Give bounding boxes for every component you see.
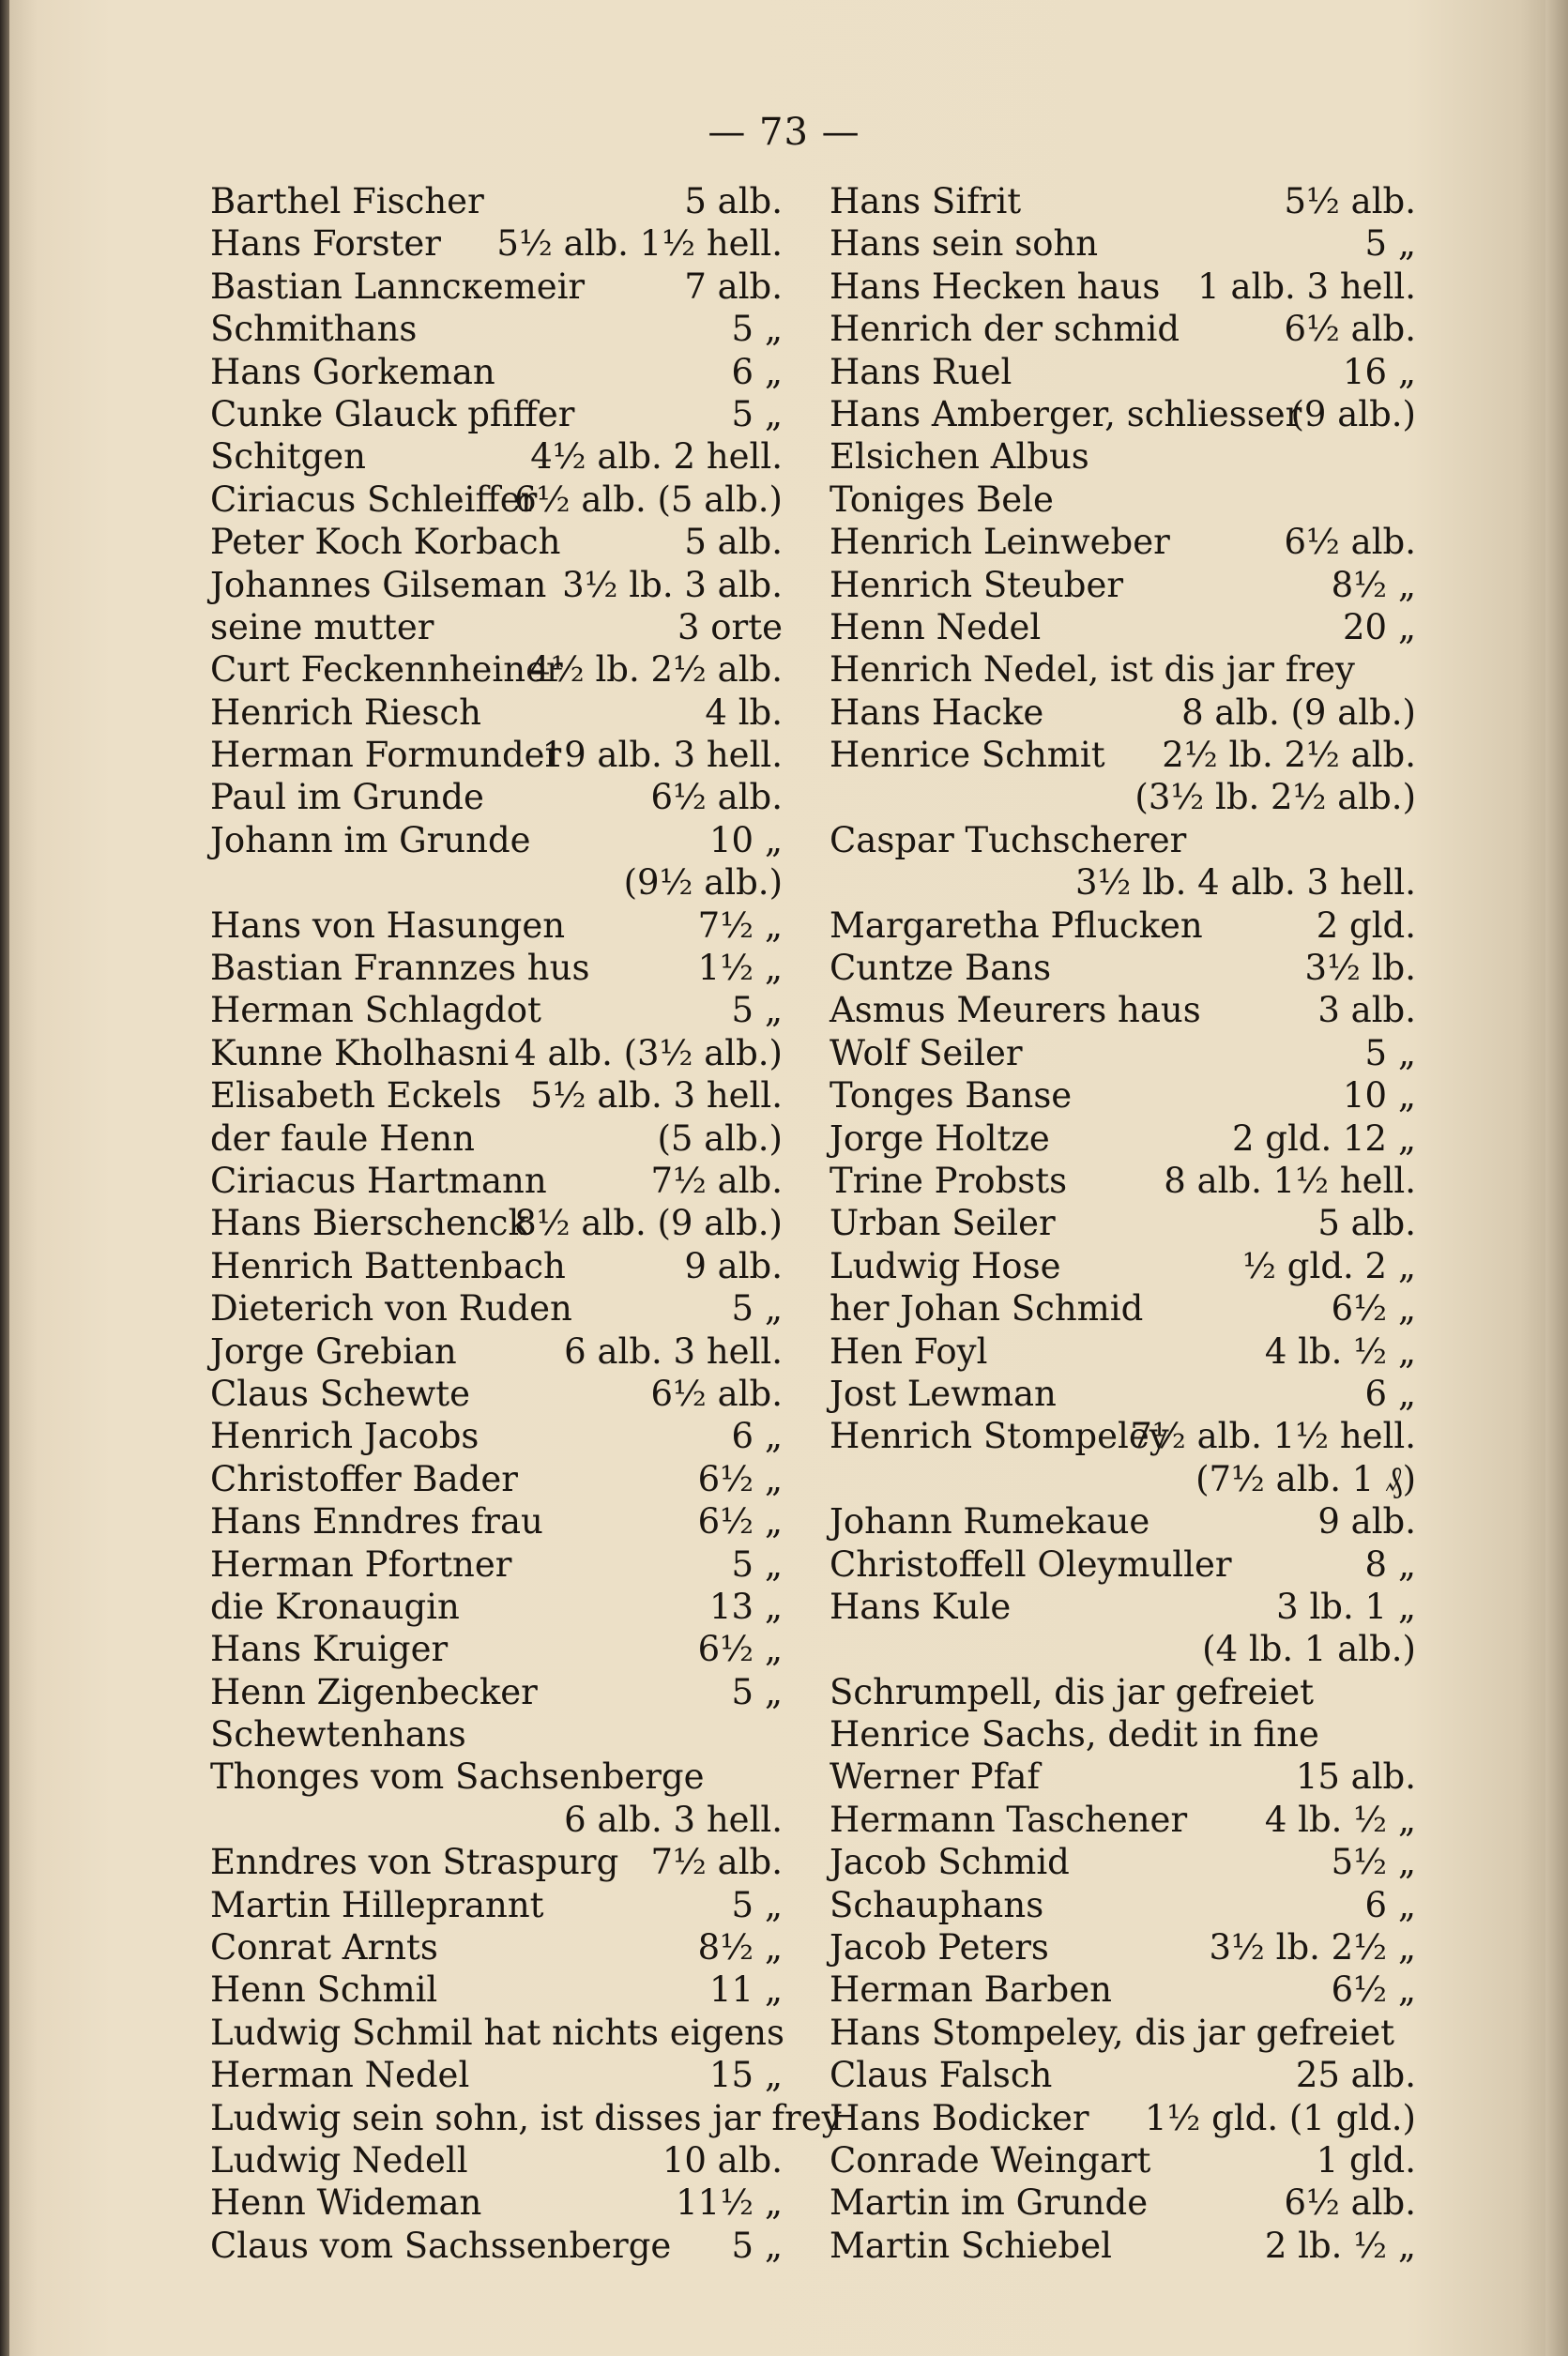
register-entry [830, 1968, 1416, 2011]
register-entry [210, 521, 783, 563]
entry-value: 5 „ [731, 309, 783, 350]
entry-value: 6½ „ [697, 1629, 783, 1670]
register-entry [210, 1202, 783, 1244]
register-entry [210, 266, 783, 308]
register-entry [830, 2181, 1416, 2224]
entry-value: 9 alb. [684, 1245, 783, 1286]
entry-value: 6 alb. 3 hell. [564, 1330, 783, 1372]
entry-name: Ludwig sein sohn, ist disses jar frey [210, 2097, 842, 2138]
register-entry [830, 947, 1416, 989]
entry-name: Trine Probsts [830, 1160, 1068, 1201]
register-entry [830, 648, 1416, 691]
entry-value: 1½ gld. (1 gld.) [1144, 2097, 1416, 2138]
register-entry [210, 2054, 783, 2096]
register-entry [830, 1415, 1416, 1457]
entry-name: Jorge Holtze [830, 1117, 1050, 1159]
register-entry [830, 2225, 1416, 2267]
register-entry [830, 351, 1416, 393]
register-entry [210, 1500, 783, 1543]
register-entry [830, 521, 1416, 563]
entry-name: Henrich Riesch [210, 692, 481, 733]
entry-name: Curt Feckennheiner [210, 649, 563, 691]
register-entry [830, 861, 1416, 904]
entry-name: Toniges Bele [830, 479, 1054, 520]
entry-value: 2 gld. 12 „ [1231, 1117, 1416, 1159]
entry-value: (9½ alb.) [623, 862, 783, 904]
entry-name: Hermann Taschener [830, 1799, 1188, 1840]
register-entry [210, 479, 783, 521]
register-entry [830, 1713, 1416, 1756]
entry-value: 5 „ [731, 1288, 783, 1330]
entry-name: Johann Rumekaue [830, 1501, 1150, 1543]
entry-value: (9 alb.) [1290, 393, 1416, 434]
entry-name: Claus vom Sachssenberge [210, 2225, 672, 2266]
entry-name: Paul im Grunde [210, 777, 484, 818]
register-entry [830, 904, 1416, 947]
entry-name: Herman Barben [830, 1969, 1112, 2011]
register-entry [830, 1373, 1416, 1415]
entry-value: (3½ lb. 2½ alb.) [1134, 777, 1416, 818]
entry-name: Claus Falsch [830, 2055, 1053, 2096]
entry-name: Martin Schiebel [830, 2225, 1112, 2266]
entry-name: Cunke Glauck pfiffer [210, 393, 575, 434]
register-entry [210, 692, 783, 734]
entry-name: Bastian Frannzes hus [210, 948, 590, 989]
register-entry [210, 1968, 783, 2011]
entry-name: Bastian Lanncкemeir [210, 266, 586, 307]
entry-value: 15 „ [708, 2055, 783, 2096]
entry-value: 1 alb. 3 hell. [1197, 266, 1416, 307]
entry-value: 10 „ [708, 819, 783, 860]
entry-value: 3 orte [677, 606, 783, 647]
register-entry [210, 393, 783, 435]
entry-name: Claus Schewte [210, 1373, 471, 1414]
entry-value: (5 alb.) [657, 1117, 783, 1159]
entry-value: 15 alb. [1295, 1756, 1416, 1798]
entry-name: Schitgen [210, 436, 367, 478]
entry-value: 4 lb. [705, 692, 783, 733]
entry-name: Asmus Meurers haus [830, 990, 1201, 1031]
page-number: — 73 — [708, 111, 860, 154]
entry-name: Hans Sifrit [830, 181, 1022, 221]
register-entry [830, 1202, 1416, 1244]
entry-value: 5½ „ [1331, 1842, 1416, 1883]
page-edge [1545, 0, 1568, 2356]
entry-name: Hans Bierschenck [210, 1203, 529, 1244]
entry-value: 5 „ [731, 393, 783, 434]
entry-value: 5½ alb. 1½ hell. [496, 223, 783, 265]
register-entry [830, 266, 1416, 308]
entry-name: Peter Koch Korbach [210, 522, 561, 563]
entry-name: der faule Henn [210, 1117, 475, 1159]
entry-value: 4½ alb. 2 hell. [530, 436, 783, 478]
entry-value: 6 alb. 3 hell. [564, 1799, 783, 1840]
entry-value: 16 „ [1342, 351, 1416, 392]
entry-value: 6½ „ [1331, 1288, 1416, 1330]
register-entry [210, 1287, 783, 1330]
entry-value: 1 gld. [1316, 2139, 1416, 2181]
register-entry [210, 1628, 783, 1670]
register-entry [830, 435, 1416, 478]
entry-name: Ciriacus Schleiffer [210, 479, 538, 520]
register-entry [210, 776, 783, 818]
register-entry [830, 1628, 1416, 1670]
register-entry [830, 776, 1416, 818]
entry-name: Herman Schlagdot [210, 990, 541, 1031]
register-entry [830, 1671, 1416, 1713]
entry-name: Johannes Gilseman [210, 564, 547, 605]
entry-name: Caspar Tuchscherer [830, 819, 1187, 860]
register-entry [830, 989, 1416, 1031]
register-entry [210, 819, 783, 861]
entry-name: Henrich Battenbach [210, 1245, 566, 1286]
entry-name: Enndres von Straspurg [210, 1842, 619, 1883]
entry-name: Hans Ruel [830, 351, 1012, 392]
entry-value: 5 alb. [1317, 1203, 1416, 1244]
register-entry [210, 1543, 783, 1586]
register-entry [210, 1117, 783, 1160]
register-entry [210, 351, 783, 393]
entry-name: Hen Foyl [830, 1330, 988, 1372]
register-entry [210, 1713, 783, 1756]
entry-value: ½ gld. 2 „ [1242, 1245, 1416, 1286]
register-entry [210, 435, 783, 478]
left-column [210, 180, 842, 2267]
entry-value: 6 „ [1364, 1884, 1416, 1925]
register-entry [830, 1074, 1416, 1117]
register-entry [830, 222, 1416, 265]
entry-value: 20 „ [1342, 606, 1416, 647]
entry-name: Henrich Jacobs [210, 1416, 480, 1457]
register-entry [210, 2181, 783, 2224]
entry-value: 6½ „ [697, 1458, 783, 1499]
register-entry [210, 1373, 783, 1415]
entry-value: 1½ „ [697, 948, 783, 989]
register-entry [210, 1756, 783, 1798]
register-entry [210, 1841, 783, 1883]
register-entry [210, 861, 783, 904]
entry-value: 5 „ [1364, 223, 1416, 265]
entry-name: Johann im Grunde [210, 819, 531, 860]
entry-name: Jorge Grebian [210, 1330, 457, 1372]
entry-value: 6½ „ [697, 1501, 783, 1543]
entry-value: 10 alb. [662, 2139, 783, 2181]
entry-name: Schmithans [210, 309, 418, 350]
register-entry [210, 180, 783, 222]
entry-value: 4 lb. ½ „ [1264, 1330, 1416, 1372]
entry-name: Thonges vom Sachsenberge [210, 1756, 705, 1798]
register-entry [830, 1841, 1416, 1883]
entry-value: 3 lb. 1 „ [1276, 1586, 1416, 1627]
register-entry [210, 1799, 783, 1841]
entry-name: Jacob Schmid [830, 1842, 1070, 1883]
entry-name: Herman Nedel [210, 2055, 470, 2096]
entry-value: 11 „ [708, 1969, 783, 2011]
entry-value: 5½ alb. 3 hell. [530, 1075, 783, 1117]
entry-name: Hans Bodicker [830, 2097, 1089, 2138]
register-entry [210, 989, 783, 1031]
entry-value: 3½ lb. [1304, 948, 1416, 989]
register-entry [830, 1330, 1416, 1373]
entry-name: Christoffer Bader [210, 1458, 518, 1499]
register-entry [830, 734, 1416, 776]
register-entry [210, 2097, 842, 2139]
entry-value: 8 alb. (9 alb.) [1181, 692, 1416, 733]
entry-name: Henrich Steuber [830, 564, 1124, 605]
entry-name: Ciriacus Hartmann [210, 1160, 547, 1201]
entry-name: seine mutter [210, 606, 434, 647]
entry-name: Henn Schmil [210, 1969, 438, 2011]
entry-value: 6 „ [731, 351, 783, 392]
entry-name: Wolf Seiler [830, 1032, 1023, 1073]
entry-name: Hans Kule [830, 1586, 1012, 1627]
register-entry [210, 648, 783, 691]
entry-name: Conrade Weingart [830, 2139, 1151, 2181]
entry-name: Ludwig Hose [830, 1245, 1061, 1286]
entry-value: 6½ „ [1331, 1969, 1416, 2011]
entry-name: Hans Stompeley, dis jar gefreiet [830, 2012, 1395, 2053]
entry-name: Hans Forster [210, 223, 441, 265]
entry-value: 8 „ [1364, 1543, 1416, 1585]
entry-value: 6½ alb. (5 alb.) [514, 479, 783, 520]
register-entry [830, 308, 1416, 350]
register-entry [830, 2054, 1416, 2096]
register-entry [210, 2139, 783, 2181]
entry-name: Jacob Peters [830, 1927, 1049, 1968]
entry-name: Hans sein sohn [830, 223, 1099, 265]
register-entry [210, 947, 783, 989]
entry-value: 8 alb. 1½ hell. [1164, 1160, 1416, 1201]
register-entry [830, 479, 1416, 521]
register-entry [830, 2097, 1416, 2139]
register-entry [210, 1245, 783, 1287]
entry-name: Henrice Sachs, dedit in fine [830, 1714, 1319, 1756]
register-entry [210, 904, 783, 947]
register-entry [830, 1884, 1416, 1926]
register-entry [210, 1926, 783, 1968]
register-entry [210, 606, 783, 648]
entry-value: 5 „ [731, 990, 783, 1031]
entry-value: 5 alb. [684, 522, 783, 563]
entry-value: 11½ „ [676, 2182, 783, 2224]
entry-value: 6½ alb. [1284, 309, 1416, 350]
register-entry [830, 1117, 1416, 1160]
entry-value: 6½ alb. [650, 777, 783, 818]
register-entry [210, 1586, 783, 1628]
entry-value: 3½ lb. 2½ „ [1209, 1927, 1416, 1968]
entry-value: 6½ alb. [1284, 2182, 1416, 2224]
entry-value: 13 „ [708, 1586, 783, 1627]
register-entry [210, 2225, 783, 2267]
entry-name: Ludwig Nedell [210, 2139, 468, 2181]
entry-value: 2 lb. ½ „ [1264, 2225, 1416, 2266]
register-entry [830, 692, 1416, 734]
entry-value: 5½ alb. [1284, 181, 1416, 221]
entry-name: Margaretha Pflucken [830, 904, 1203, 946]
register-entry [830, 1458, 1416, 1500]
entry-name: Hans Enndres frau [210, 1501, 543, 1543]
register-entry [830, 606, 1416, 648]
register-entry [210, 1160, 783, 1202]
register-entry [830, 1586, 1416, 1628]
register-entry [210, 1884, 783, 1926]
entry-value: 5 „ [731, 2225, 783, 2266]
register-entry [830, 1756, 1416, 1798]
entry-name: Schrumpell, dis jar gefreiet [830, 1671, 1314, 1712]
register-entry [210, 222, 783, 265]
entry-name: Schauphans [830, 1884, 1044, 1925]
entry-name: Henn Wideman [210, 2182, 482, 2224]
register-entry [830, 1245, 1416, 1287]
register-entry [830, 393, 1416, 435]
entry-value: 7½ alb. [650, 1842, 783, 1883]
entry-name: Hans von Hasungen [210, 904, 566, 946]
entry-name: Hans Kruiger [210, 1629, 449, 1670]
register-entry [830, 1160, 1416, 1202]
entry-name: Martin im Grunde [830, 2182, 1149, 2224]
register-entry [210, 1458, 783, 1500]
entry-name: Hans Amberger, schliesser [830, 393, 1302, 434]
entry-name: Henrich Nedel, ist dis jar frey [830, 649, 1355, 691]
entry-name: Henn Nedel [830, 606, 1042, 647]
entry-name: Barthel Fischer [210, 181, 484, 221]
register-entry [210, 308, 783, 350]
register-entry [830, 564, 1416, 606]
entry-value: 9 alb. [1317, 1501, 1416, 1543]
entry-value: 4½ lb. 2½ alb. [528, 649, 783, 691]
register-entry [830, 1500, 1416, 1543]
entry-name: Cuntze Bans [830, 948, 1052, 989]
entry-value: 5 „ [731, 1543, 783, 1585]
entry-value: 7½ „ [697, 904, 783, 946]
entry-name: Hans Hacke [830, 692, 1044, 733]
register-entry [830, 1032, 1416, 1074]
entry-name: Dieterich von Ruden [210, 1288, 572, 1330]
register-entry [210, 1032, 783, 1074]
entry-name: Werner Pfaf [830, 1756, 1041, 1798]
register-entry [210, 564, 783, 606]
register-entry [830, 819, 1416, 861]
entry-name: her Johan Schmid [830, 1288, 1144, 1330]
entry-name: Hans Hecken haus [830, 266, 1161, 307]
register-entry [210, 1074, 783, 1117]
entry-name: Elisabeth Eckels [210, 1075, 502, 1117]
entry-value: 5 „ [731, 1884, 783, 1925]
register-entry [210, 1671, 783, 1713]
entry-name: Hans Gorkeman [210, 351, 495, 392]
entry-name: Henrich Stompeley [830, 1416, 1169, 1457]
register-entry [210, 734, 783, 776]
entry-name: Conrat Arnts [210, 1927, 438, 1968]
entry-value: 25 alb. [1295, 2055, 1416, 2096]
entry-value: 7½ alb. 1½ hell. [1130, 1416, 1416, 1457]
entry-value: 3½ lb. 4 alb. 3 hell. [1074, 862, 1416, 904]
register-entry [830, 2139, 1416, 2181]
register-entry [210, 2012, 783, 2054]
entry-name: Henn Zigenbecker [210, 1671, 538, 1712]
entry-name: Jost Lewman [830, 1373, 1057, 1414]
entry-value: 4 lb. ½ „ [1264, 1799, 1416, 1840]
entry-value: 7½ alb. [650, 1160, 783, 1201]
register-entry [210, 1330, 783, 1373]
register-entry [830, 2012, 1416, 2054]
entry-name: Urban Seiler [830, 1203, 1056, 1244]
entry-value: 19 alb. 3 hell. [541, 735, 783, 776]
entry-value: 6½ alb. [650, 1373, 783, 1414]
entry-value: 2½ lb. 2½ alb. [1162, 735, 1416, 776]
binding-shadow [0, 0, 9, 2356]
entry-name: Herman Pfortner [210, 1543, 512, 1585]
entry-name: Henrich Leinweber [830, 522, 1170, 563]
entry-value: 5 alb. [684, 181, 783, 221]
entry-value: 5 „ [731, 1671, 783, 1712]
entry-value: 2 gld. [1316, 904, 1416, 946]
entry-value: 8½ „ [697, 1927, 783, 1968]
entry-name: Elsichen Albus [830, 436, 1089, 478]
entry-name: Christoffell Oleymuller [830, 1543, 1232, 1585]
entry-value: (7½ alb. 1 ₰) [1195, 1458, 1416, 1499]
register-entry [830, 1926, 1416, 1968]
entry-name: Martin Hilleprannt [210, 1884, 544, 1925]
entry-value: 3½ lb. 3 alb. [562, 564, 783, 605]
register-entry [210, 1415, 783, 1457]
entry-value: 3 alb. [1317, 990, 1416, 1031]
entry-value: 6½ alb. [1284, 522, 1416, 563]
entry-value: 6 „ [731, 1416, 783, 1457]
entry-value: 5 „ [1364, 1032, 1416, 1073]
entry-name: Ludwig Schmil hat nichts eigens [210, 2012, 784, 2053]
right-column [830, 180, 1416, 2267]
entry-value: 8½ alb. (9 alb.) [514, 1203, 783, 1244]
register-entry [830, 1543, 1416, 1586]
register-entry [830, 1799, 1416, 1841]
entry-name: Henrich der schmid [830, 309, 1180, 350]
entry-name: Tonges Banse [830, 1075, 1073, 1117]
entry-name: Kunne Kholhasni [210, 1032, 510, 1073]
entry-name: Henrice Schmit [830, 735, 1105, 776]
entry-value: 8½ „ [1331, 564, 1416, 605]
entry-name: die Kronaugin [210, 1586, 460, 1627]
entry-value: 6 „ [1364, 1373, 1416, 1414]
entry-name: Herman Formunder [210, 735, 562, 776]
register-entry [830, 1287, 1416, 1330]
register-entry [830, 180, 1416, 222]
entry-value: 10 „ [1342, 1075, 1416, 1117]
entry-value: 4 alb. (3½ alb.) [514, 1032, 783, 1073]
entry-value: (4 lb. 1 alb.) [1202, 1629, 1416, 1670]
entry-name: Schewtenhans [210, 1714, 466, 1756]
entry-value: 7 alb. [684, 266, 783, 307]
